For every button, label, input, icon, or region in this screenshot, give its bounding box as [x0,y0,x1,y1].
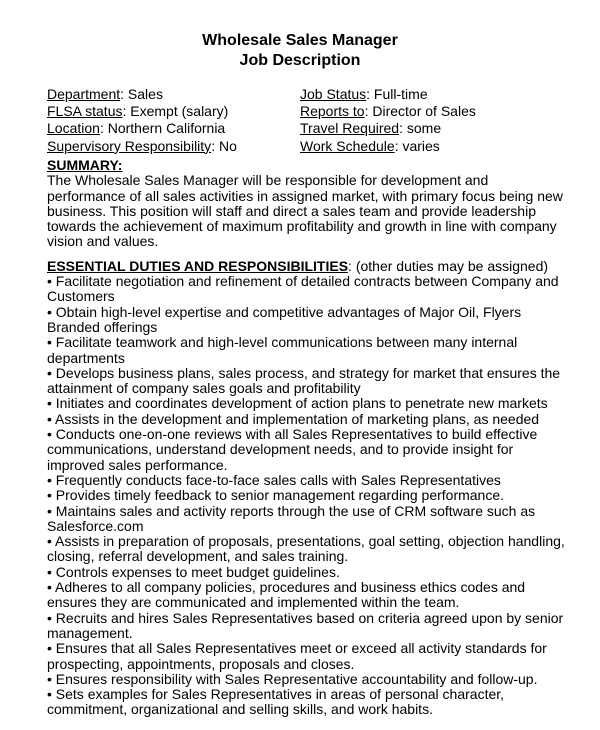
duty-item: • Facilitate negotiation and refinement of detailed contracts between Company and Customers [47,273,559,305]
meta-row-travel-required [300,120,476,137]
meta-label: Reports to [300,103,365,120]
duty-item: • Assists in the development and implementation of marketing plans, as needed [47,410,540,427]
duties-list [47,274,567,718]
duty-item: • Initiates and coordinates development of action plans to penetrate new markets [47,395,548,412]
document-subtitle: Job Description [239,52,361,69]
meta-right-column [300,86,476,155]
meta-value: : Sales [120,86,163,102]
duty-item: • Develops business plans, sales process, and strategy for market that ensures the attainment of company sales goals and profitability [47,364,561,397]
duty-item: • Ensures that all Sales Representatives meet or exceed all activity standards for prospecting, appointments, proposals and closes. [47,640,547,672]
meta-row-reports-to [300,103,476,120]
duties-heading-row [47,259,567,274]
document-body [47,158,567,718]
summary-text: The Wholesale Sales Manager will be responsible for development and performance of all sales activities in assigned market, with primary focus being new business. This position will staff and direct a sales team and provide leadership towards the achievement of maximum profitability and growth in line with company vision and values. [47,172,563,250]
meta-row-department [47,86,237,103]
duty-item: • Adheres to all company policies, procedures and business ethics codes and ensures they are communicated and implemented within the team. [47,579,526,611]
meta-label: Work Schedule [300,137,395,154]
duty-item: • Assists in preparation of proposals, presentations, goal setting, objection handling, closing, referral development, and sales training. [47,533,565,565]
duty-item: • Obtain high-level expertise and competitive advantages of Major Oil, Flyers Branded offerings [47,303,522,335]
meta-value: : Northern California [99,120,226,137]
meta-label: Travel Required [300,120,400,137]
meta-row-work-schedule [300,138,476,155]
summary-heading: SUMMARY: [47,157,123,173]
meta-value: : Exempt (salary) [122,103,229,120]
meta-row-flsa-status [47,103,237,120]
duty-item: • Facilitate teamwork and high-level communications between many internal departments [47,334,518,366]
meta-left-column [47,86,237,155]
meta-label: Job Status [300,86,367,102]
duties-heading: ESSENTIAL DUTIES AND RESPONSIBILITIES [47,257,349,274]
meta-value: : some [399,120,442,137]
meta-label: FLSA status [47,103,123,120]
duty-item: • Sets examples for Sales Representatives in areas of personal character, commitment, organizational and selling skills, and work habits. [47,686,505,718]
meta-row-job-status [300,86,476,103]
meta-value: : No [211,137,237,154]
meta-value: : varies [394,137,440,154]
meta-value: : Director of Sales [364,103,476,120]
meta-value: : Full-time [366,86,428,102]
document-title: Wholesale Sales Manager [202,32,398,49]
meta-row-location [47,120,237,137]
duties-heading-note: : (other duties may be assigned) [348,257,549,274]
duty-item: • Conducts one-on-one reviews with all Sales Representatives to build effective communications, understand development needs, and to provide insight for improved sales performance. [47,426,538,473]
duty-item: • Recruits and hires Sales Representatives based on criteria agreed upon by senior management. [47,609,564,641]
duty-item: • Frequently conducts face-to-face sales calls with Sales Representatives [47,471,501,488]
duty-item: • Maintains sales and activity reports through the use of CRM software such as Salesforce.com [47,502,536,534]
meta-label: Supervisory Responsibility [47,137,212,154]
meta-label: Location [47,120,100,137]
meta-label: Department [47,86,121,102]
duty-item: • Provides timely feedback to senior management regarding performance. [47,487,505,504]
meta-row-supervisory [47,138,237,155]
duty-item: • Controls expenses to meet budget guidelines. [47,563,340,580]
duty-item: • Ensures responsibility with Sales Representative accountability and follow-up. [47,670,538,687]
